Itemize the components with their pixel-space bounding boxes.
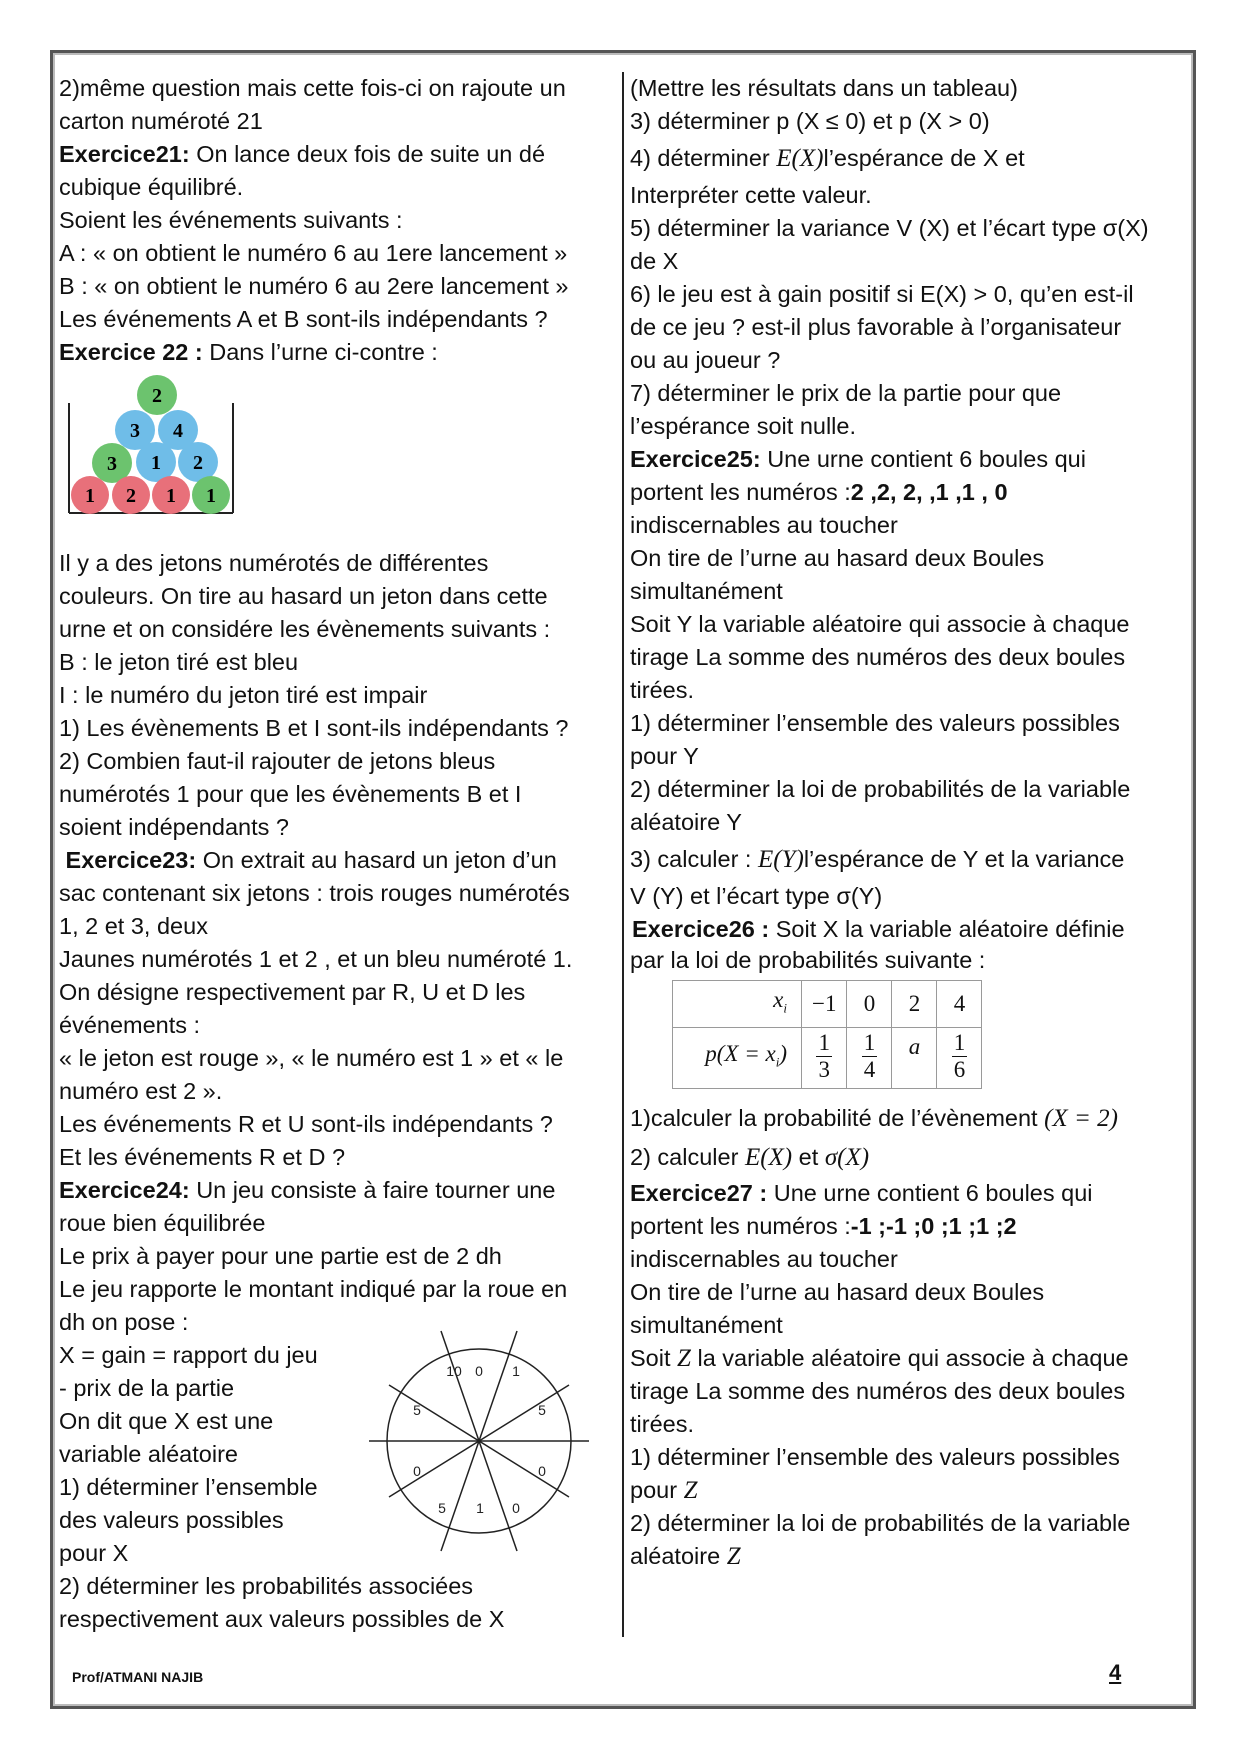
left-column: [59, 72, 619, 1636]
urn-figure: [65, 375, 255, 545]
math-expression: E(X): [744, 1143, 793, 1171]
text-line: 1) déterminer l’ensemble des valeurs possibles: [630, 1443, 1120, 1470]
text-line: X = gain = rapport du jeu: [59, 1342, 318, 1368]
text-line: B : « on obtient le numéro 6 au 2ere lancement »: [59, 273, 569, 299]
text-line: indiscernables au toucher: [630, 1245, 898, 1272]
text-line: 2) déterminer les probabilités associées: [59, 1573, 474, 1599]
text-line: On dit que X est une: [59, 1408, 274, 1434]
math-expression: σ(X): [824, 1143, 870, 1171]
text-line: Il y a des jetons numérotés de différentes: [59, 550, 489, 576]
text-line: aléatoire Z: [630, 1542, 741, 1570]
text-line: Le prix à payer pour une partie est de 2 dh: [59, 1243, 502, 1269]
exercise-22: Exercice 22 : Dans l’urne ci-contre :: [59, 339, 438, 365]
table-cell: 4: [937, 981, 982, 1028]
table-cell: 0: [847, 981, 892, 1028]
text-line: 6) le jeu est à gain positif si E(X) > 0, qu’en est-il: [630, 281, 1134, 307]
text-line: indiscernables au toucher: [630, 512, 898, 538]
text-line: Jaunes numérotés 1 et 2 , et un bleu numéroté 1.: [59, 946, 573, 972]
exercise-title: Exercice26 :: [632, 916, 770, 942]
text-line: A : « on obtient le numéro 6 au 1ere lancement »: [59, 240, 568, 266]
math-expression: (X = 2): [1044, 1104, 1118, 1132]
exercise-26: Exercice26 : Soit X la variable aléatoire définie: [632, 916, 1125, 942]
exercise-23: Exercice23: On extrait au hasard un jeton d’un: [65, 847, 557, 873]
text-line: numérotés 1 pour que les évènements B et I: [59, 781, 522, 807]
table-row: [673, 981, 982, 1028]
text-line: 1)calculer la probabilité de l’évènement (X = 2): [630, 1104, 1118, 1132]
exercise-27: Exercice27 : Une urne contient 6 boules qui: [630, 1179, 1093, 1206]
wheel-value: 10: [446, 1363, 462, 1379]
text-line: l’espérance soit nulle.: [630, 413, 856, 439]
wheel-value: 5: [438, 1500, 446, 1516]
wheel-value: 1: [476, 1500, 484, 1516]
exercise-24: Exercice24: Un jeu consiste à faire tourner une: [59, 1177, 556, 1203]
text-line: pour Y: [630, 743, 699, 769]
text-line: numéro est 2 ».: [59, 1078, 223, 1104]
text-line: par la loi de probabilités suivante :: [630, 947, 986, 973]
exercise-title: Exercice25:: [630, 446, 761, 472]
math-expression: E(X): [776, 145, 824, 172]
text-line: Soit Y la variable aléatoire qui associe à chaque: [630, 611, 1130, 637]
text-line: portent les numéros :2 ,2, 2, ,1 ,1 , 0: [630, 479, 1008, 505]
probability-table: [672, 980, 982, 1089]
text-line: 3) déterminer p (X ≤ 0) et p (X > 0): [630, 108, 990, 134]
token-label: 3: [130, 420, 140, 442]
token-label: 2: [126, 485, 136, 507]
text-line: 2)même question mais cette fois-ci on rajoute un: [59, 75, 566, 101]
token-label: 2: [193, 452, 203, 474]
math-expression: Z: [726, 1542, 741, 1570]
text-line: - prix de la partie: [59, 1375, 235, 1401]
text-line: tirées.: [630, 1410, 694, 1437]
text-line: simultanément: [630, 1311, 783, 1338]
text-line: On désigne respectivement par R, U et D les: [59, 979, 526, 1005]
text-line: 7) déterminer le prix de la partie pour que: [630, 380, 1062, 406]
right-column: [630, 72, 1185, 1573]
table-cell: 2: [892, 981, 937, 1028]
table-header-cell: $x_i$: [673, 981, 802, 1028]
table-cell: $\frac{1}{3}$: [802, 1027, 847, 1088]
text-line: pour X: [59, 1540, 129, 1566]
text-line: portent les numéros :-1 ;-1 ;0 ;1 ;1 ;2: [630, 1212, 1017, 1239]
table-cell: −1: [802, 981, 847, 1028]
text-line: simultanément: [630, 578, 783, 604]
exercise-21: Exercice21: On lance deux fois de suite un dé: [59, 141, 546, 167]
wheel-value: 5: [538, 1402, 546, 1418]
text-line: événements :: [59, 1012, 201, 1038]
token-label: 1: [151, 452, 161, 474]
wheel-value: 1: [512, 1363, 520, 1379]
math-expression: Z: [683, 1476, 698, 1504]
table-row: [673, 1027, 982, 1088]
text-line: Et les événements R et D ?: [59, 1144, 346, 1170]
wheel-value: 0: [413, 1463, 421, 1479]
text-line: sac contenant six jetons : trois rouges numérotés: [59, 880, 570, 906]
text-line: 1) déterminer l’ensemble: [59, 1474, 318, 1500]
text-line: respectivement aux valeurs possibles de X: [59, 1606, 505, 1632]
text-line: 5) déterminer la variance V (X) et l’écart type σ(X): [630, 215, 1149, 241]
exercise-title: Exercice21:: [59, 141, 190, 167]
exercise-title: Exercice23:: [65, 847, 197, 873]
wheel-value: 5: [413, 1402, 421, 1418]
text-line: B : le jeton tiré est bleu: [59, 649, 299, 675]
text-line: 2) calculer E(X) et σ(X): [630, 1143, 870, 1171]
text-line: 1, 2 et 3, deux: [59, 913, 208, 939]
text-line: Interpréter cette valeur.: [630, 182, 872, 208]
text-line: roue bien équilibrée: [59, 1210, 266, 1236]
exercise-title: Exercice27 :: [630, 1179, 768, 1206]
table-cell: $\frac{1}{4}$: [847, 1027, 892, 1088]
text-line: 1) Les évènements B et I sont-ils indépendants ?: [59, 715, 569, 741]
table-cell: $\frac{1}{6}$: [937, 1027, 982, 1088]
wheel-section: [59, 1339, 619, 1537]
text-line: aléatoire Y: [630, 809, 742, 835]
exercise-25: Exercice25: Une urne contient 6 boules qui: [630, 446, 1086, 472]
text-line: 4) déterminer E(X)l’espérance de X et: [630, 145, 1025, 172]
table-cell: a: [892, 1027, 937, 1088]
text-line: 2) déterminer la loi de probabilités de la variable: [630, 776, 1131, 802]
text-line: ou au joueur ?: [630, 347, 781, 373]
text-line: 2) Combien faut-il rajouter de jetons bleus: [59, 748, 496, 774]
text-line: « le jeton est rouge », « le numéro est 1 » et « le: [59, 1045, 564, 1071]
exercise-title: Exercice24:: [59, 1177, 190, 1203]
text-line: On tire de l’urne au hasard deux Boules: [630, 1278, 1045, 1305]
wheel-value: 0: [512, 1500, 520, 1516]
text-line: dh on pose :: [59, 1309, 189, 1335]
token-label: 1: [166, 485, 176, 507]
text-line: couleurs. On tire au hasard un jeton dans cette: [59, 583, 548, 609]
text-line: carton numéroté 21: [59, 108, 263, 134]
text-line: de ce jeu ? est-il plus favorable à l’organisateur: [630, 314, 1122, 340]
text-line: tirage La somme des numéros des deux boules: [630, 644, 1126, 670]
math-expression: Z: [677, 1344, 691, 1372]
text-line: cubique équilibré.: [59, 174, 244, 200]
text-line: (Mettre les résultats dans un tableau): [630, 75, 1018, 101]
text-line: tirées.: [630, 677, 694, 703]
text-line: On tire de l’urne au hasard deux Boules: [630, 545, 1045, 571]
token-label: 4: [173, 420, 183, 442]
text-line: 3) calculer : E(Y)l’espérance de Y et la variance: [630, 846, 1125, 873]
text-line: 2) déterminer la loi de probabilités de la variable: [630, 1509, 1131, 1536]
exercise-title: Exercice 22 :: [59, 339, 203, 365]
wheel-value: 0: [538, 1463, 546, 1479]
table-header-cell: $p(X = x_i)$: [673, 1027, 802, 1088]
text-line: Les événements R et U sont-ils indépendants ?: [59, 1111, 553, 1137]
text-line: I : le numéro du jeton tiré est impair: [59, 682, 428, 708]
page-number: 4: [1109, 1660, 1122, 1685]
text-line: variable aléatoire: [59, 1441, 238, 1467]
text-line: de X: [630, 248, 679, 274]
text-line: Le jeu rapporte le montant indiqué par la roue en: [59, 1276, 568, 1302]
text-line: des valeurs possibles: [59, 1507, 284, 1533]
text-line: pour Z: [630, 1476, 698, 1504]
text-line: urne et on considére les évènements suivants :: [59, 616, 551, 642]
wheel-value: 0: [475, 1363, 483, 1379]
token-label: 1: [85, 485, 95, 507]
token-label: 2: [152, 385, 162, 407]
text-line: V (Y) et l’écart type σ(Y): [630, 883, 883, 909]
text-line: soient indépendants ?: [59, 814, 289, 840]
text-line: Soit Z la variable aléatoire qui associe à chaque: [630, 1344, 1129, 1372]
author-footer: Prof/ATMANI NAJIB: [72, 1669, 204, 1685]
text-line: tirage La somme des numéros des deux boules: [630, 1377, 1126, 1404]
token-label: 1: [206, 485, 216, 507]
token-label: 3: [107, 453, 117, 475]
text-line: Soient les événements suivants :: [59, 207, 403, 233]
text-line: 1) déterminer l’ensemble des valeurs possibles: [630, 710, 1120, 736]
column-divider: [622, 72, 624, 1637]
math-expression: E(Y): [758, 846, 804, 873]
text-line: Les événements A et B sont-ils indépendants ?: [59, 306, 548, 332]
